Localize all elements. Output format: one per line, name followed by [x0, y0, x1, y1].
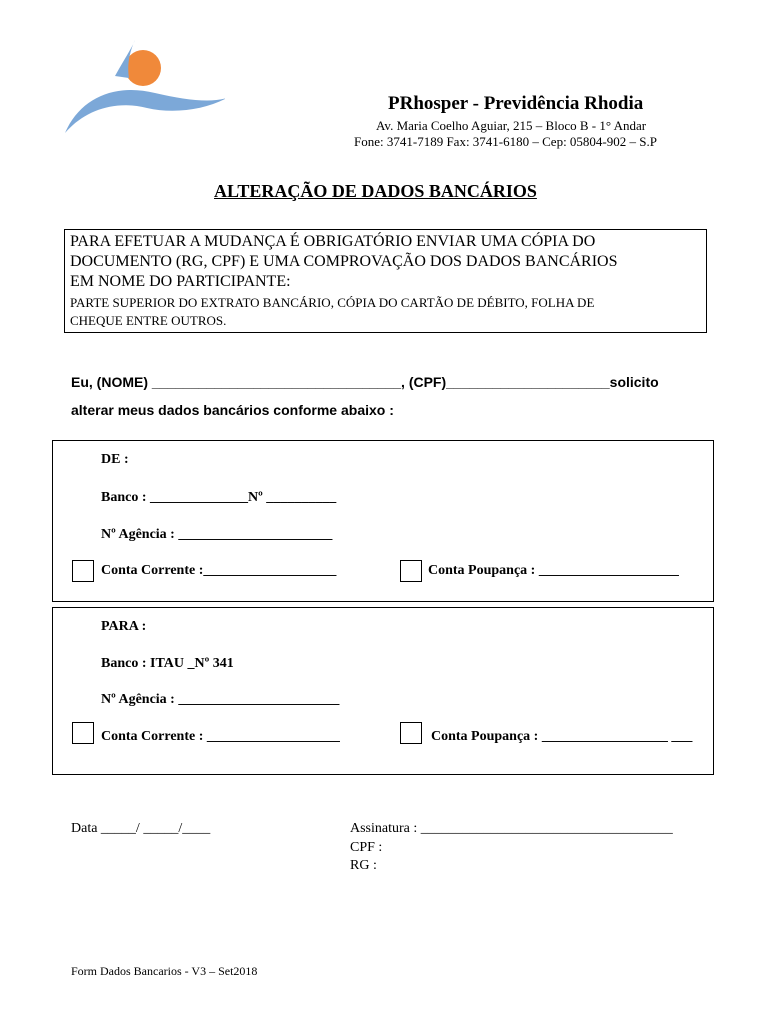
notice-line-4: PARTE SUPERIOR DO EXTRATO BANCÁRIO, CÓPIA DO CARTÃO DE DÉBITO, FOLHA DE: [70, 295, 595, 310]
de-bank-field[interactable]: Banco : ______________Nº __________: [101, 490, 337, 505]
date-field[interactable]: Data _____/ _____/____: [71, 821, 211, 836]
para-bank-field[interactable]: Banco : ITAU _Nº 341: [101, 656, 234, 671]
para-heading: PARA :: [101, 619, 147, 634]
de-savings-checkbox[interactable]: [400, 560, 422, 582]
request-name-cpf-line[interactable]: Eu, (NOME) ________________________________, (CPF)_____________________solicito: [71, 374, 659, 390]
logo-swoosh: [65, 90, 225, 133]
org-address: Av. Maria Coelho Aguiar, 215 – Bloco B - 1° Andar: [376, 118, 647, 133]
para-checking-checkbox[interactable]: [72, 722, 94, 744]
para-section-box: [52, 607, 714, 775]
para-savings-checkbox[interactable]: [400, 722, 422, 744]
para-checking-field[interactable]: Conta Corrente : ___________________: [101, 729, 340, 744]
notice-line-5: CHEQUE ENTRE OUTROS.: [70, 313, 227, 328]
org-contact: Fone: 3741-7189 Fax: 3741-6180 – Cep: 05804-902 – S.P: [354, 134, 657, 149]
notice-line-3: EM NOME DO PARTICIPANTE:: [70, 273, 291, 290]
logo-sun: [125, 50, 161, 86]
para-agency-field[interactable]: Nº Agência : _______________________: [101, 692, 340, 707]
request-line-2: alterar meus dados bancários conforme abaixo :: [71, 402, 394, 418]
cpf-label: CPF :: [350, 840, 383, 855]
de-heading: DE :: [101, 452, 129, 467]
form-footer: Form Dados Bancarios - V3 – Set2018: [71, 964, 258, 978]
org-name: PRhosper - Previdência Rhodia: [388, 93, 644, 114]
notice-line-1: PARA EFETUAR A MUDANÇA É OBRIGATÓRIO ENVIAR UMA CÓPIA DO: [70, 233, 596, 250]
form-title: ALTERAÇÃO DE DADOS BANCÁRIOS: [214, 181, 537, 201]
rg-label: RG :: [350, 858, 377, 873]
de-checking-field[interactable]: Conta Corrente :___________________: [101, 563, 337, 578]
para-savings-field[interactable]: Conta Poupança : __________________ ___: [431, 729, 693, 744]
prhosper-logo: [55, 38, 225, 138]
de-checking-checkbox[interactable]: [72, 560, 94, 582]
notice-line-2: DOCUMENTO (RG, CPF) E UMA COMPROVAÇÃO DOS DADOS BANCÁRIOS: [70, 253, 618, 270]
de-savings-field[interactable]: Conta Poupança : ____________________: [428, 563, 679, 578]
signature-field[interactable]: Assinatura : ____________________________________: [350, 821, 673, 836]
de-agency-field[interactable]: Nº Agência : ______________________: [101, 527, 333, 542]
